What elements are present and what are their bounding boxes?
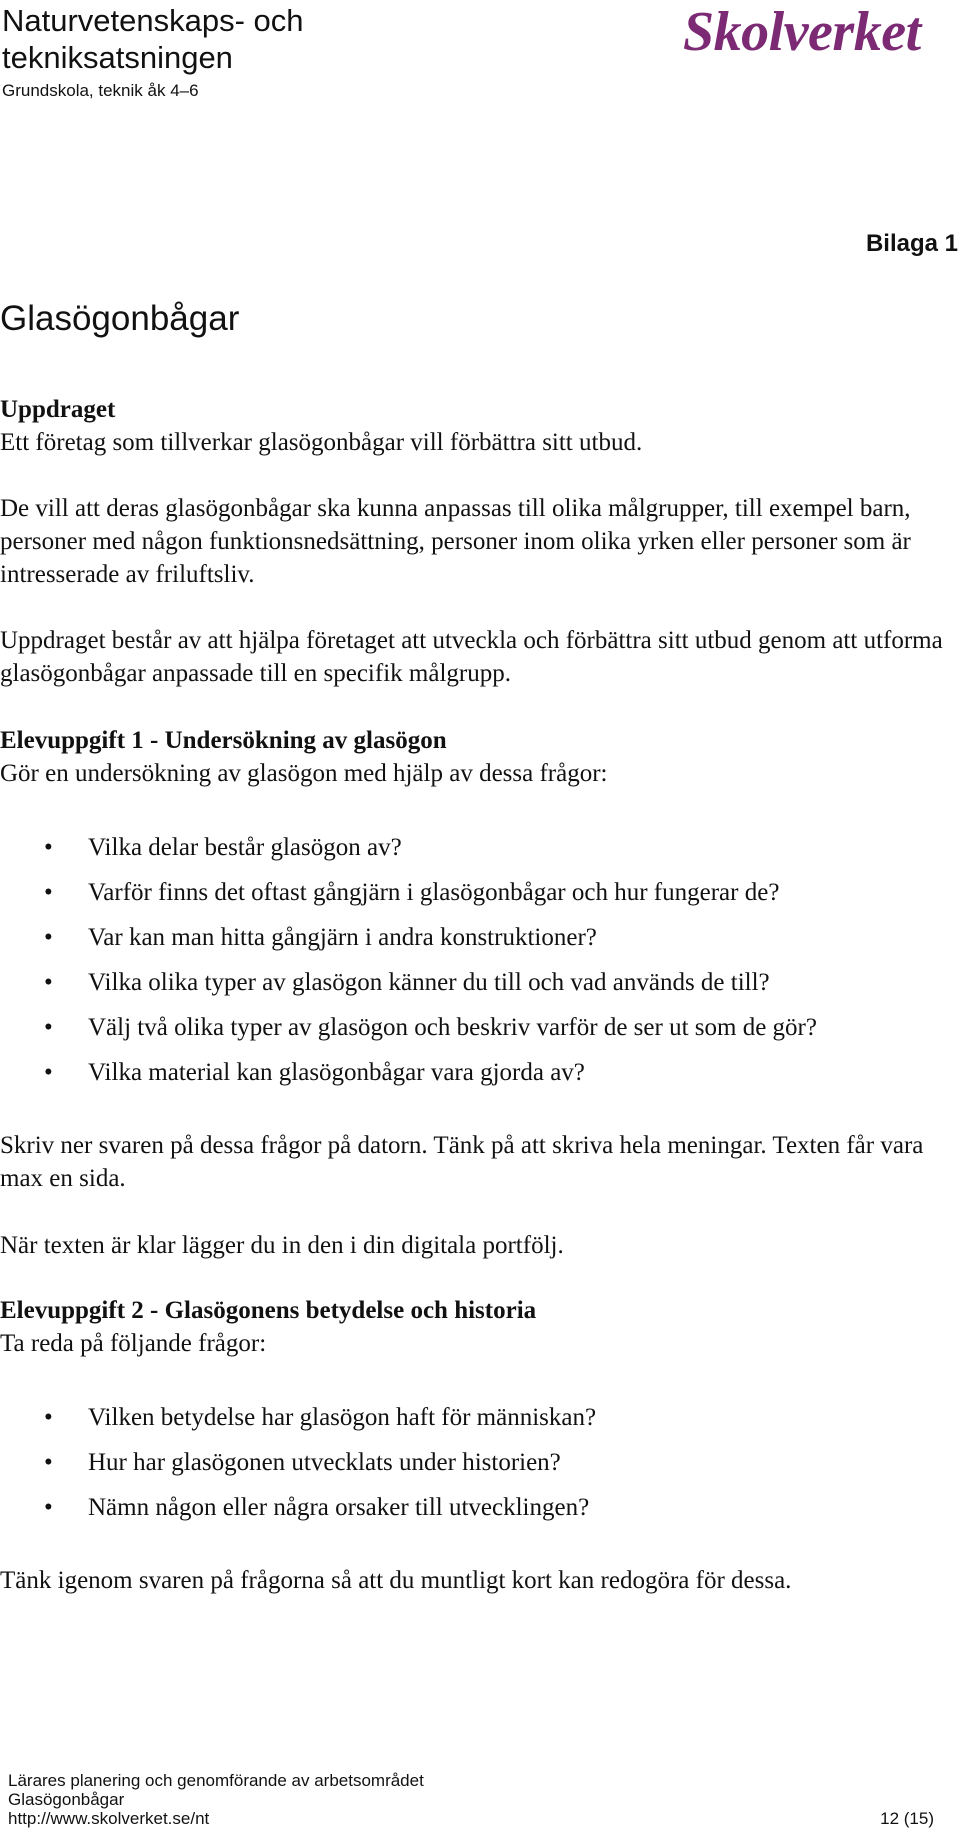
list-item: • Vilka delar består glasögon av?	[0, 831, 960, 876]
bullet-icon: •	[44, 1059, 53, 1086]
task1-question-list	[0, 831, 960, 1101]
task1-heading: Elevuppgift 1 - Undersökning av glasögon	[0, 727, 447, 754]
list-item: • Vilka material kan glasögonbågar vara gjorda av?	[0, 1056, 960, 1101]
header-title	[2, 2, 304, 76]
header-subtitle: Grundskola, teknik åk 4–6	[2, 81, 199, 100]
assignment-paragraph-3: Uppdraget består av att hjälpa företaget att utveckla och förbättra sitt utbud genom att utforma glasögonbågar anpassade till en specifik målgrupp.	[0, 627, 943, 687]
list-item: • Varför finns det oftast gångjärn i glasögonbågar och hur fungerar de?	[0, 876, 960, 921]
assignment-intro: Ett företag som tillverkar glasögonbågar vill förbättra sitt utbud.	[0, 429, 643, 456]
bullet-icon: •	[44, 924, 53, 951]
list-item: • Nämn någon eller några orsaker till utvecklingen?	[0, 1491, 960, 1536]
task2-heading: Elevuppgift 2 - Glasögonens betydelse och historia	[0, 1297, 537, 1324]
bullet-icon: •	[44, 834, 53, 861]
bullet-icon: •	[44, 1404, 53, 1431]
page-number: 12 (15)	[880, 1809, 934, 1828]
task1-intro: Gör en undersökning av glasögon med hjälp av dessa frågor:	[0, 760, 608, 787]
bullet-icon: •	[44, 1449, 53, 1476]
footer-url[interactable]: http://www.skolverket.se/nt	[8, 1809, 210, 1828]
task1-submission: När texten är klar lägger du in den i din digitala portfölj.	[0, 1232, 564, 1259]
list-item: • Vilken betydelse har glasögon haft för människan?	[0, 1401, 960, 1446]
task2-question-list	[0, 1401, 960, 1536]
list-item: • Välj två olika typer av glasögon och beskriv varför de ser ut som de gör?	[0, 1011, 960, 1056]
list-item: • Hur har glasögonen utvecklats under historien?	[0, 1446, 960, 1491]
list-item: • Vilka olika typer av glasögon känner du till och vad används de till?	[0, 966, 960, 1011]
appendix-label: Bilaga 1	[865, 230, 958, 257]
bullet-icon: •	[44, 1494, 53, 1521]
footer-line2: Glasögonbågar	[8, 1790, 125, 1809]
skolverket-logo: Skolverket	[683, 1, 921, 63]
bullet-icon: •	[44, 879, 53, 906]
assignment-heading: Uppdraget	[0, 396, 116, 423]
assignment-paragraph-2: De vill att deras glasögonbågar ska kunna anpassas till olika målgrupper, till exempel barn, personer med någon funktionsnedsättning, personer inom olika yrken eller personer som är intresserade av friluftsliv.	[0, 495, 911, 588]
list-item: • Var kan man hitta gångjärn i andra konstruktioner?	[0, 921, 960, 966]
header-title-line1: Naturvetenskaps- och	[2, 3, 304, 38]
bullet-icon: •	[44, 1014, 53, 1041]
task2-intro: Ta reda på följande frågor:	[0, 1330, 267, 1357]
task2-closing: Tänk igenom svaren på frågorna så att du muntligt kort kan redogöra för dessa.	[0, 1567, 792, 1594]
footer-line1: Lärares planering och genomförande av arbetsområdet	[8, 1771, 424, 1790]
header-title-line2: tekniksatsningen	[2, 40, 233, 75]
task1-instruction: Skriv ner svaren på dessa frågor på datorn. Tänk på att skriva hela meningar. Texten får vara max en sida.	[0, 1132, 924, 1192]
page-title: Glasögonbågar	[0, 299, 240, 338]
bullet-icon: •	[44, 969, 53, 996]
